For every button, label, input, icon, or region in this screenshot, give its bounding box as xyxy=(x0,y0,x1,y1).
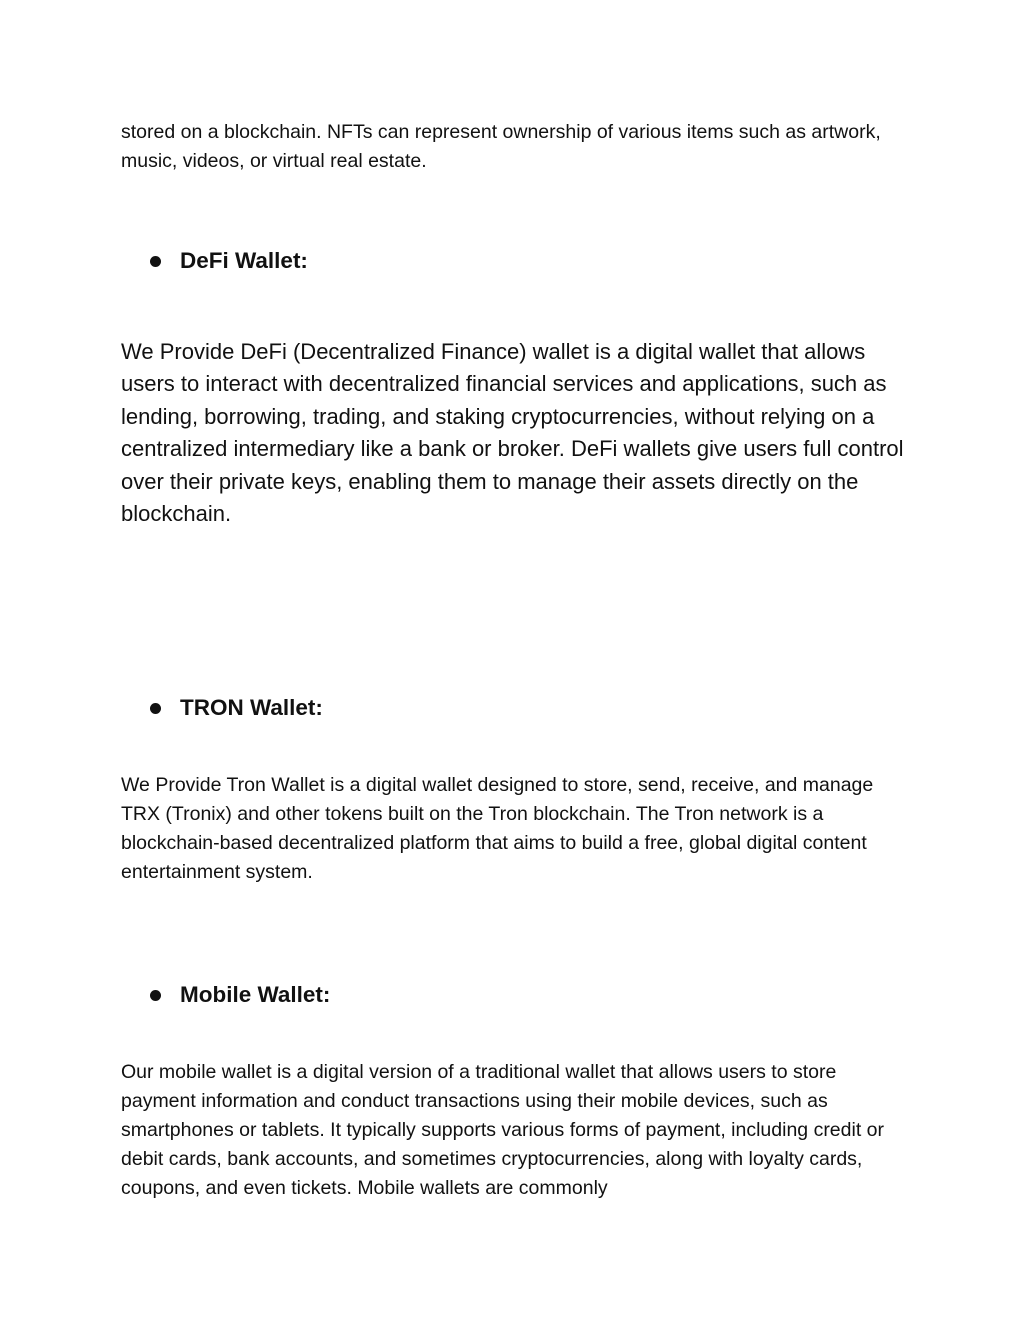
defi-wallet-heading-text: DeFi Wallet: xyxy=(180,248,308,273)
tron-wallet-heading-text: TRON Wallet: xyxy=(180,695,323,720)
bullet-icon xyxy=(150,990,161,1001)
tron-wallet-paragraph: We Provide Tron Wallet is a digital wallet designed to store, send, receive, and manage TRX (Tronix) and other tokens built on the Tron blockchain. The Tron network is a blockchain-based decentralized platform that aims to build a free, global digital content entertainment system. xyxy=(121,774,874,883)
intro-paragraph: stored on a blockchain. NFTs can represent ownership of various items such as artwork, music, videos, or virtual real estate. xyxy=(121,121,881,172)
tron-wallet-heading xyxy=(150,693,323,723)
bullet-icon xyxy=(150,703,161,714)
mobile-wallet-paragraph: Our mobile wallet is a digital version of a traditional wallet that allows users to store payment information and conduct transactions using their mobile devices, such as smartphones or tablets. It typically supports various forms of payment, including credit or debit cards, bank accounts, and sometimes cryptocurrencies, along with loyalty cards, coupons, and even tickets. Mobile wallets are commonly xyxy=(121,1061,885,1199)
mobile-wallet-heading xyxy=(150,980,330,1010)
defi-wallet-heading xyxy=(150,246,308,276)
defi-wallet-paragraph: We Provide DeFi (Decentralized Finance) wallet is a digital wallet that allows users to interact with decentralized financial services and applications, such as lending, borrowing, trading, and staking cryptocurrencies, without relying on a centralized intermediary like a bank or broker. DeFi wallets give users full control over their private keys, enabling them to manage their assets directly on the blockchain. xyxy=(121,339,904,527)
mobile-wallet-heading-text: Mobile Wallet: xyxy=(180,982,331,1007)
bullet-icon xyxy=(150,256,161,267)
